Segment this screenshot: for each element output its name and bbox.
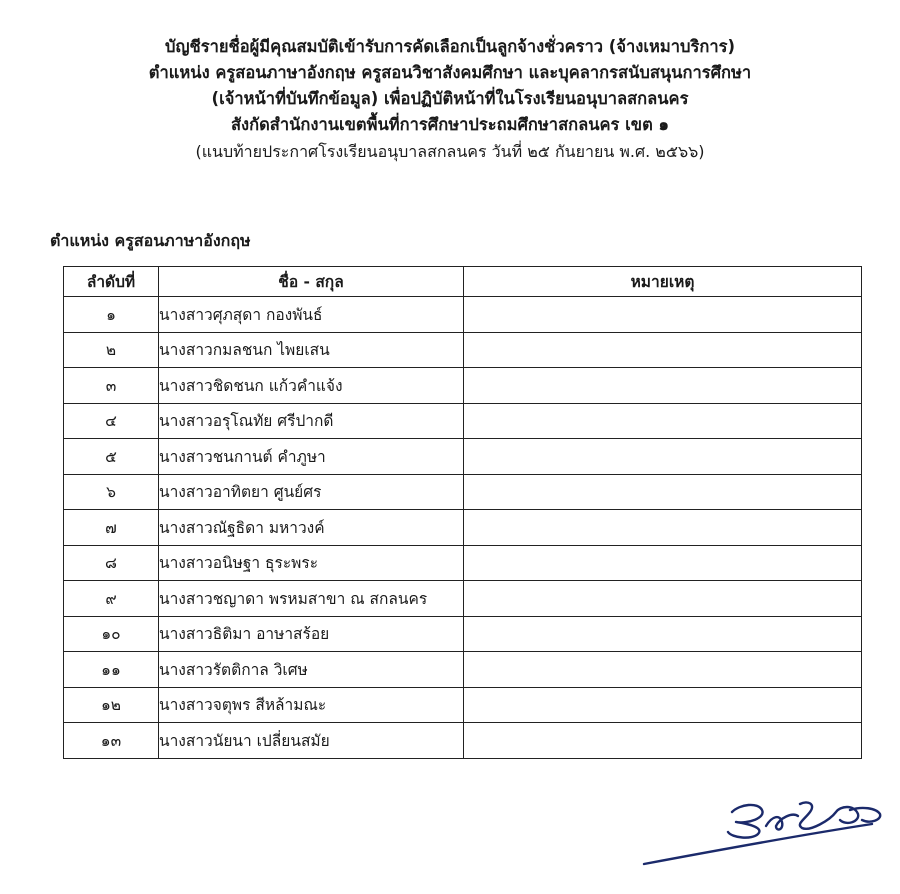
row-order-cell: ๑๒ xyxy=(64,687,159,723)
table-header-row xyxy=(64,267,862,297)
header-name: ชื่อ - สกุล xyxy=(159,267,464,297)
table-body xyxy=(64,297,862,759)
row-name-cell: นางสาวชิดชนก แก้วคำแจ้ง xyxy=(159,368,464,404)
row-order-cell: ๑๑ xyxy=(64,652,159,688)
row-note-cell xyxy=(464,439,862,475)
row-note-cell xyxy=(464,545,862,581)
table-row xyxy=(64,723,862,759)
row-name-cell: นางสาวชญาดา พรหมสาขา ณ สกลนคร xyxy=(159,581,464,617)
row-note-cell xyxy=(464,723,862,759)
header-note: หมายเหตุ xyxy=(464,267,862,297)
row-order-cell: ๗ xyxy=(64,510,159,546)
table-row xyxy=(64,616,862,652)
row-name-cell: นางสาวจตุพร สีหล้ามณะ xyxy=(159,687,464,723)
row-name-cell: นางสาวอาทิตยา ศูนย์ศร xyxy=(159,474,464,510)
row-order-cell: ๓ xyxy=(64,368,159,404)
title-line-2: ตำแหน่ง ครูสอนภาษาอังกฤษ ครูสอนวิชาสังคมศึกษา และบุคลากรสนับสนุนการศึกษา xyxy=(148,63,752,82)
row-name-cell: นางสาวชนกานต์ คำภูษา xyxy=(159,439,464,475)
row-order-cell: ๑๐ xyxy=(64,616,159,652)
candidate-table xyxy=(63,266,862,759)
row-note-cell xyxy=(464,510,862,546)
table-row xyxy=(64,403,862,439)
row-note-cell xyxy=(464,616,862,652)
row-order-cell: ๑ xyxy=(64,297,159,333)
row-note-cell xyxy=(464,368,862,404)
table-row xyxy=(64,510,862,546)
row-order-cell: ๙ xyxy=(64,581,159,617)
row-order-cell: ๖ xyxy=(64,474,159,510)
title-line-3: (เจ้าหน้าที่บันทึกข้อมูล) เพื่อปฏิบัติหน้าที่ในโรงเรียนอนุบาลสกลนคร xyxy=(211,89,689,108)
table-row xyxy=(64,474,862,510)
position-label: ตำแหน่ง ครูสอนภาษาอังกฤษ xyxy=(50,231,251,250)
row-name-cell: นางสาวอรุโณทัย ศรีปากดี xyxy=(159,403,464,439)
row-name-cell: นางสาวอนิษฐา ธุระพระ xyxy=(159,545,464,581)
row-note-cell xyxy=(464,687,862,723)
row-order-cell: ๕ xyxy=(64,439,159,475)
row-name-cell: นางสาวกมลชนก ไพยเสน xyxy=(159,332,464,368)
row-order-cell: ๘ xyxy=(64,545,159,581)
title-line-4: สังกัดสำนักงานเขตพื้นที่การศึกษาประถมศึกษาสกลนคร เขต ๑ xyxy=(230,115,670,134)
row-note-cell xyxy=(464,474,862,510)
row-note-cell xyxy=(464,403,862,439)
row-note-cell xyxy=(464,581,862,617)
row-order-cell: ๒ xyxy=(64,332,159,368)
row-name-cell: นางสาวณัฐธิดา มหาวงค์ xyxy=(159,510,464,546)
row-name-cell: นางสาวศุภสุดา กองพันธ์ xyxy=(159,297,464,333)
table-row xyxy=(64,652,862,688)
row-note-cell xyxy=(464,297,862,333)
announcement-reference: (แนบท้ายประกาศโรงเรียนอนุบาลสกลนคร วันที่ ๒๕ กันยายน พ.ศ. ๒๕๖๖) xyxy=(195,142,705,161)
row-name-cell: นางสาวรัตติกาล วิเศษ xyxy=(159,652,464,688)
row-name-cell: นางสาวนัยนา เปลี่ยนสมัย xyxy=(159,723,464,759)
table-row xyxy=(64,687,862,723)
table-row xyxy=(64,332,862,368)
row-note-cell xyxy=(464,652,862,688)
table-row xyxy=(64,439,862,475)
row-order-cell: ๑๓ xyxy=(64,723,159,759)
row-order-cell: ๔ xyxy=(64,403,159,439)
title-line-1: บัญชีรายชื่อผู้มีคุณสมบัติเข้ารับการคัดเลือกเป็นลูกจ้างชั่วคราว (จ้างเหมาบริการ) xyxy=(164,37,735,56)
signature-icon xyxy=(640,790,890,870)
table-row xyxy=(64,297,862,333)
table-row xyxy=(64,581,862,617)
table-row xyxy=(64,368,862,404)
document-header xyxy=(0,34,900,165)
header-order: ลำดับที่ xyxy=(64,267,159,297)
table-row xyxy=(64,545,862,581)
row-name-cell: นางสาวธิติมา อาษาสร้อย xyxy=(159,616,464,652)
row-note-cell xyxy=(464,332,862,368)
